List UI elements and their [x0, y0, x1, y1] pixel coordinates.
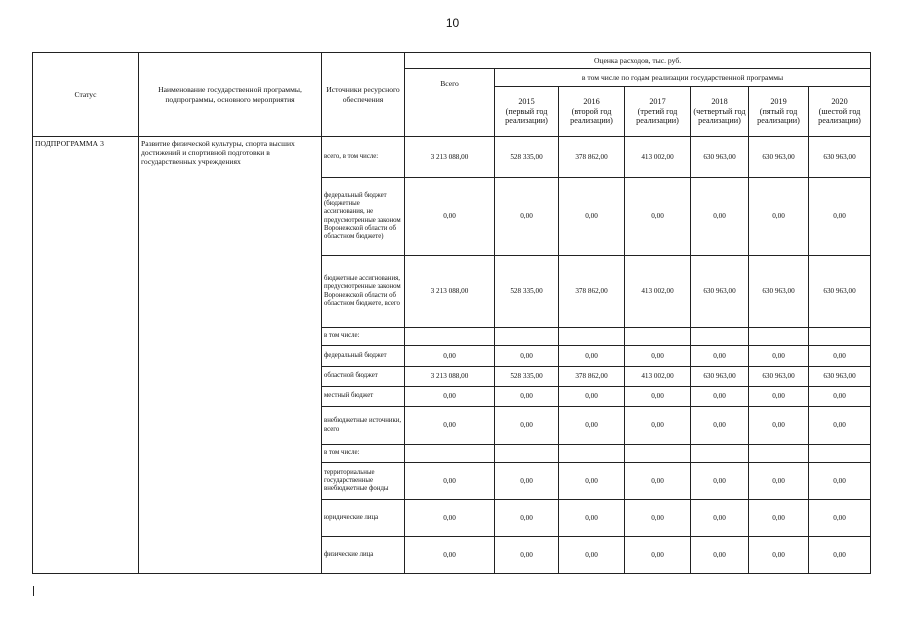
year-desc: (пятый год реализации)	[757, 106, 800, 126]
header-year-cell	[809, 87, 871, 137]
year-value-cell: 413 002,00	[625, 137, 691, 178]
year-value-cell: 0,00	[495, 537, 559, 574]
year-value-cell: 0,00	[809, 346, 871, 367]
year-value-cell: 0,00	[495, 407, 559, 445]
year-label: 2015	[518, 96, 535, 106]
year-value-cell: 630 963,00	[691, 137, 749, 178]
year-value-cell: 0,00	[559, 500, 625, 537]
year-label: 2017	[649, 96, 666, 106]
year-desc: (четвертый год реализации)	[693, 106, 746, 126]
year-value-cell	[625, 445, 691, 463]
total-cell: 0,00	[405, 500, 495, 537]
header-year-cell	[625, 87, 691, 137]
year-value-cell: 630 963,00	[691, 256, 749, 328]
year-value-cell: 413 002,00	[625, 367, 691, 387]
year-value-cell: 0,00	[495, 463, 559, 500]
total-cell: 0,00	[405, 346, 495, 367]
header-by-year: в том числе по годам реализации государственной программы	[495, 69, 871, 87]
year-value-cell: 0,00	[625, 387, 691, 407]
table-border-continuation	[33, 586, 34, 596]
year-label: 2018	[711, 96, 728, 106]
source-cell: в том числе:	[322, 445, 405, 463]
source-cell: местный бюджет	[322, 387, 405, 407]
year-value-cell: 0,00	[625, 463, 691, 500]
header-status: Статус	[33, 53, 139, 137]
year-value-cell	[625, 328, 691, 346]
year-value-cell	[495, 445, 559, 463]
header-estimate: Оценка расходов, тыс. руб.	[405, 53, 871, 69]
year-value-cell: 630 963,00	[691, 367, 749, 387]
year-value-cell: 0,00	[625, 346, 691, 367]
year-value-cell: 0,00	[691, 463, 749, 500]
total-cell: 0,00	[405, 178, 495, 256]
year-value-cell: 0,00	[691, 500, 749, 537]
year-value-cell: 0,00	[559, 387, 625, 407]
year-value-cell: 0,00	[691, 178, 749, 256]
year-value-cell: 0,00	[559, 537, 625, 574]
year-value-cell: 378 862,00	[559, 137, 625, 178]
year-value-cell: 0,00	[495, 500, 559, 537]
year-value-cell	[691, 445, 749, 463]
year-value-cell: 630 963,00	[749, 137, 809, 178]
year-value-cell	[691, 328, 749, 346]
year-value-cell: 630 963,00	[809, 256, 871, 328]
total-cell: 3 213 088,00	[405, 256, 495, 328]
program-status: ПОДПРОГРАММА 3	[33, 137, 139, 574]
year-value-cell: 0,00	[625, 178, 691, 256]
year-value-cell	[495, 328, 559, 346]
year-value-cell	[559, 328, 625, 346]
year-value-cell: 0,00	[749, 463, 809, 500]
source-cell: федеральный бюджет	[322, 346, 405, 367]
total-cell: 0,00	[405, 463, 495, 500]
year-value-cell	[809, 445, 871, 463]
year-value-cell: 0,00	[749, 346, 809, 367]
year-value-cell: 0,00	[625, 500, 691, 537]
total-cell: 0,00	[405, 537, 495, 574]
year-value-cell: 0,00	[809, 407, 871, 445]
year-value-cell: 0,00	[495, 346, 559, 367]
year-value-cell: 0,00	[809, 178, 871, 256]
total-cell: 3 213 088,00	[405, 367, 495, 387]
source-cell: всего, в том числе:	[322, 137, 405, 178]
year-desc: (шестой год реализации)	[818, 106, 861, 126]
header-year-cell	[749, 87, 809, 137]
header-year-cell	[559, 87, 625, 137]
year-value-cell: 0,00	[749, 500, 809, 537]
year-value-cell: 0,00	[809, 537, 871, 574]
year-value-cell: 528 335,00	[495, 137, 559, 178]
year-label: 2016	[583, 96, 600, 106]
year-label: 2020	[831, 96, 848, 106]
year-value-cell: 630 963,00	[809, 137, 871, 178]
total-cell: 0,00	[405, 387, 495, 407]
year-value-cell: 0,00	[691, 407, 749, 445]
year-label: 2019	[770, 96, 787, 106]
year-value-cell: 378 862,00	[559, 256, 625, 328]
year-desc: (второй год реализации)	[570, 106, 613, 126]
year-value-cell	[559, 445, 625, 463]
year-value-cell: 0,00	[625, 537, 691, 574]
year-value-cell: 0,00	[625, 407, 691, 445]
header-sources: Источники ресурсного обеспечения	[322, 53, 405, 137]
source-cell: в том числе:	[322, 328, 405, 346]
year-value-cell: 0,00	[809, 387, 871, 407]
year-value-cell: 0,00	[559, 346, 625, 367]
total-cell	[405, 445, 495, 463]
header-year-cell	[495, 87, 559, 137]
year-value-cell: 0,00	[559, 407, 625, 445]
year-value-cell: 0,00	[691, 346, 749, 367]
source-cell: областной бюджет	[322, 367, 405, 387]
year-value-cell: 0,00	[809, 500, 871, 537]
header-total: Всего	[405, 69, 495, 137]
year-value-cell	[749, 328, 809, 346]
year-value-cell: 0,00	[749, 407, 809, 445]
header-year-cell	[691, 87, 749, 137]
year-value-cell: 0,00	[749, 387, 809, 407]
budget-table	[32, 52, 871, 574]
year-value-cell: 0,00	[495, 387, 559, 407]
year-value-cell: 0,00	[691, 387, 749, 407]
year-desc: (третий год реализации)	[636, 106, 679, 126]
page-number: 10	[445, 16, 460, 30]
source-cell: внебюджетные источники, всего	[322, 407, 405, 445]
year-value-cell: 528 335,00	[495, 256, 559, 328]
year-value-cell: 0,00	[495, 178, 559, 256]
year-value-cell	[809, 328, 871, 346]
year-value-cell: 0,00	[749, 537, 809, 574]
year-value-cell: 630 963,00	[809, 367, 871, 387]
total-cell: 0,00	[405, 407, 495, 445]
program-name: Развитие физической культуры, спорта высших достижений и спортивной подготовки в государственных учреждениях	[139, 137, 322, 574]
total-cell: 3 213 088,00	[405, 137, 495, 178]
header-name: Наименование государственной программы, подпрограммы, основного мероприятия	[139, 53, 322, 137]
year-value-cell: 0,00	[559, 463, 625, 500]
year-value-cell: 630 963,00	[749, 256, 809, 328]
source-cell: федеральный бюджет (бюджетные ассигнования, не предусмотренные законом Воронежской области об областном бюджете)	[322, 178, 405, 256]
total-cell	[405, 328, 495, 346]
year-value-cell: 0,00	[691, 537, 749, 574]
year-value-cell: 528 335,00	[495, 367, 559, 387]
year-desc: (первый год реализации)	[505, 106, 548, 126]
source-cell: территориальные государственные внебюджетные фонды	[322, 463, 405, 500]
year-value-cell: 0,00	[559, 178, 625, 256]
year-value-cell: 413 002,00	[625, 256, 691, 328]
year-value-cell: 378 862,00	[559, 367, 625, 387]
year-value-cell: 630 963,00	[749, 367, 809, 387]
table-row	[33, 137, 871, 178]
source-cell: бюджетные ассигнования, предусмотренные законом Воронежской области об областном бюджете, всего	[322, 256, 405, 328]
year-value-cell: 0,00	[809, 463, 871, 500]
year-value-cell: 0,00	[749, 178, 809, 256]
year-value-cell	[749, 445, 809, 463]
source-cell: юридические лица	[322, 500, 405, 537]
source-cell: физические лица	[322, 537, 405, 574]
